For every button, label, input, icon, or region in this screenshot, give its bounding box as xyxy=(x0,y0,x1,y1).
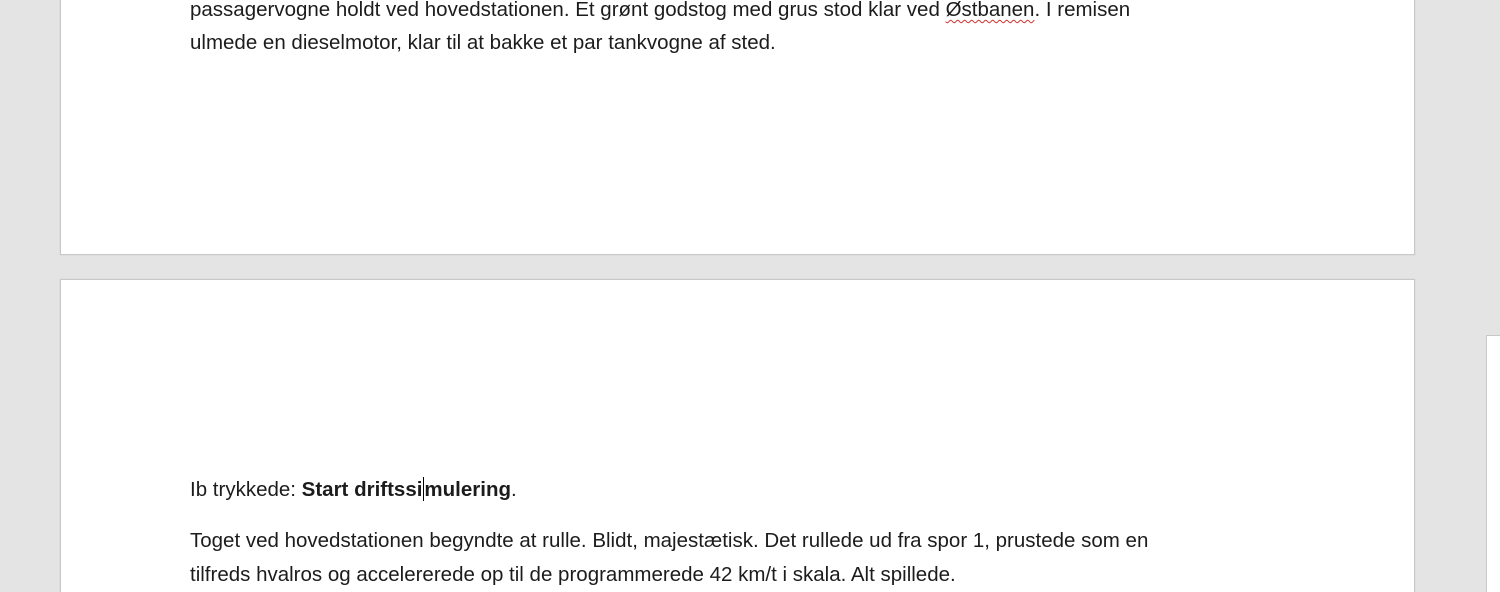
paragraph-line[interactable]: ulmede en dieselmotor, klar til at bakke et par tankvogne af sted. xyxy=(190,31,776,54)
bold-text-run: Start driftssi xyxy=(301,478,423,501)
text-run: Ib trykkede: xyxy=(190,478,302,501)
scrollbar-thumb[interactable] xyxy=(1486,335,1500,592)
text-run: passagervogne holdt ved hovedstationen. Et grønt godstog med grus stod klar ved xyxy=(190,0,946,21)
document-page-1[interactable] xyxy=(60,0,1415,255)
vertical-scrollbar[interactable] xyxy=(1486,0,1500,592)
paragraph-line[interactable]: Toget ved hovedstationen begyndte at rulle. Blidt, majestætisk. Det rullede ud fra spor 1, prustede som en xyxy=(190,529,1149,552)
paragraph[interactable] xyxy=(190,473,1290,506)
paragraph-line[interactable]: tilfreds hvalros og accelererede op til de programmerede 42 km/t i skala. Alt spillede. xyxy=(190,563,956,586)
bold-text-run: mulering xyxy=(424,478,511,501)
text-run: . xyxy=(511,478,517,501)
spelling-error-word[interactable]: Østbanen xyxy=(945,0,1035,21)
document-page-2[interactable] xyxy=(60,279,1415,592)
paragraph-line[interactable] xyxy=(190,0,1290,26)
text-run: . I remisen xyxy=(1034,0,1131,21)
